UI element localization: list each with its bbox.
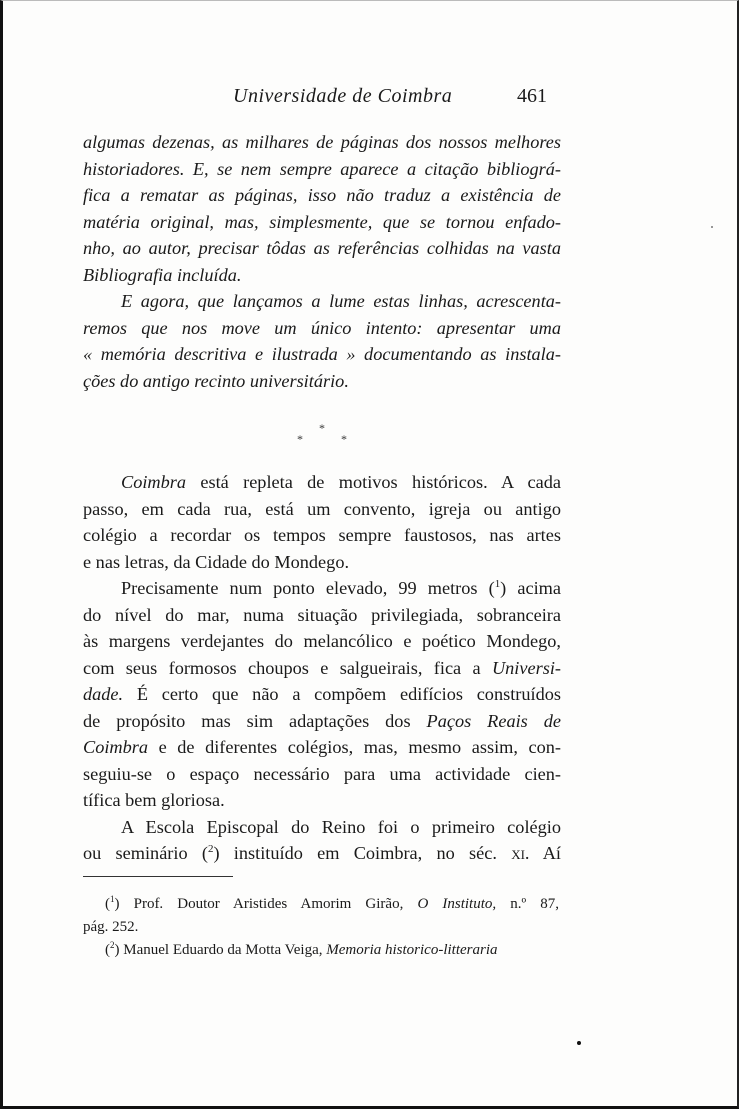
section-asterism [293,421,353,451]
text-line: « memória descritiva e ilustrada » documentando as instala- [83,344,561,364]
running-title: Universidade de Coimbra [233,85,453,107]
footnote-divider [83,876,233,877]
text-line: Coimbra está repleta de motivos históricos. A cada [121,472,561,492]
text-line: de propósito mas sim adaptações dos Paços Reais de [83,710,561,731]
text-line: Precisamente num ponto elevado, 99 metros ($^1$) acima [121,577,561,598]
text-line: às margens verdejantes do melancólico e poético Mondego, [83,631,561,651]
footnote-1-continuation: pág. 252. [83,919,139,935]
emphasis: Coimbra [83,737,149,757]
text-line: E agora, que lançamos a lume estas linhas, acrescenta- [121,291,561,311]
footnote-2: ($^2$) Manuel Eduardo da Motta Veiga, Memoria historico-litteraria [105,940,498,958]
running-head [83,85,547,115]
footnote-marker: 2 [110,940,115,950]
emphasis: Paços Reais de [426,710,561,731]
asterism-star: * [319,421,325,435]
italic-passage [83,129,561,394]
text-line: remos que nos move um único intento: apresentar uma [83,317,561,338]
text-line: colégio a recordar os tempos sempre faustosos, nas artes [83,525,561,545]
text-line: algumas dezenas, as milhares de páginas dos nossos melhores [83,132,561,152]
text-line: historiadores. E, se nem sempre aparece a citação bibliográ- [83,158,561,179]
text-line: do nível do mar, numa situação privilegiada, sobranceira [83,604,561,625]
text-line: Bibliografia incluída. [83,264,242,285]
paper-speck [711,226,713,228]
emphasis: O Instituto, [417,896,497,912]
text-line: dade. É certo que não a compõem edifícios construídos [83,684,561,704]
text-line: tífica bem gloriosa. [83,790,225,810]
text-line: fica a rematar as páginas, isso não traduz a existência de [83,185,561,205]
paper-speck [577,1041,581,1045]
footnote-1: ($^1$) Prof. Doutor Aristides Amorim Girão, O Instituto, n.º 87, [105,894,559,912]
text-line: Coimbra e de diferentes colégios, mas, mesmo assim, con- [83,737,561,757]
emphasis: Universi- [491,657,561,678]
emphasis: Memoria historico-litteraria [326,942,498,958]
emphasis: dade. [83,684,124,704]
text-line: ou seminário ($^2$) instituído em Coimbra, no séc. xi. Aí [83,842,561,863]
text-line: ções do antigo recinto universitário. [83,370,349,391]
page-number: 461 [517,85,547,107]
footnote-marker: 1 [110,894,115,904]
text-line: A Escola Episcopal do Reino foi o primeiro colégio [121,816,561,837]
footnotes [83,893,559,962]
text-line: seguiu-se o espaço necessário para uma actividade cien- [83,763,561,784]
text-line: e nas letras, da Cidade do Mondego. [83,551,350,572]
footnote-ref: 2 [207,842,214,855]
emphasis: Coimbra [121,472,187,492]
text-line: com seus formosos choupos e salgueirais, fica a Universi- [83,657,561,678]
text-line: passo, em cada rua, está um convento, igreja ou antigo [83,498,561,519]
asterism-star: * [341,432,347,446]
text-line: nho, ao autor, precisar tôdas as referências colhidas na vasta [83,238,561,258]
footnote-ref: 1 [494,577,501,590]
text-line: matéria original, mas, simplesmente, que se tornou enfado- [83,211,561,232]
body-text [83,469,561,867]
asterism-star: * [297,432,303,446]
